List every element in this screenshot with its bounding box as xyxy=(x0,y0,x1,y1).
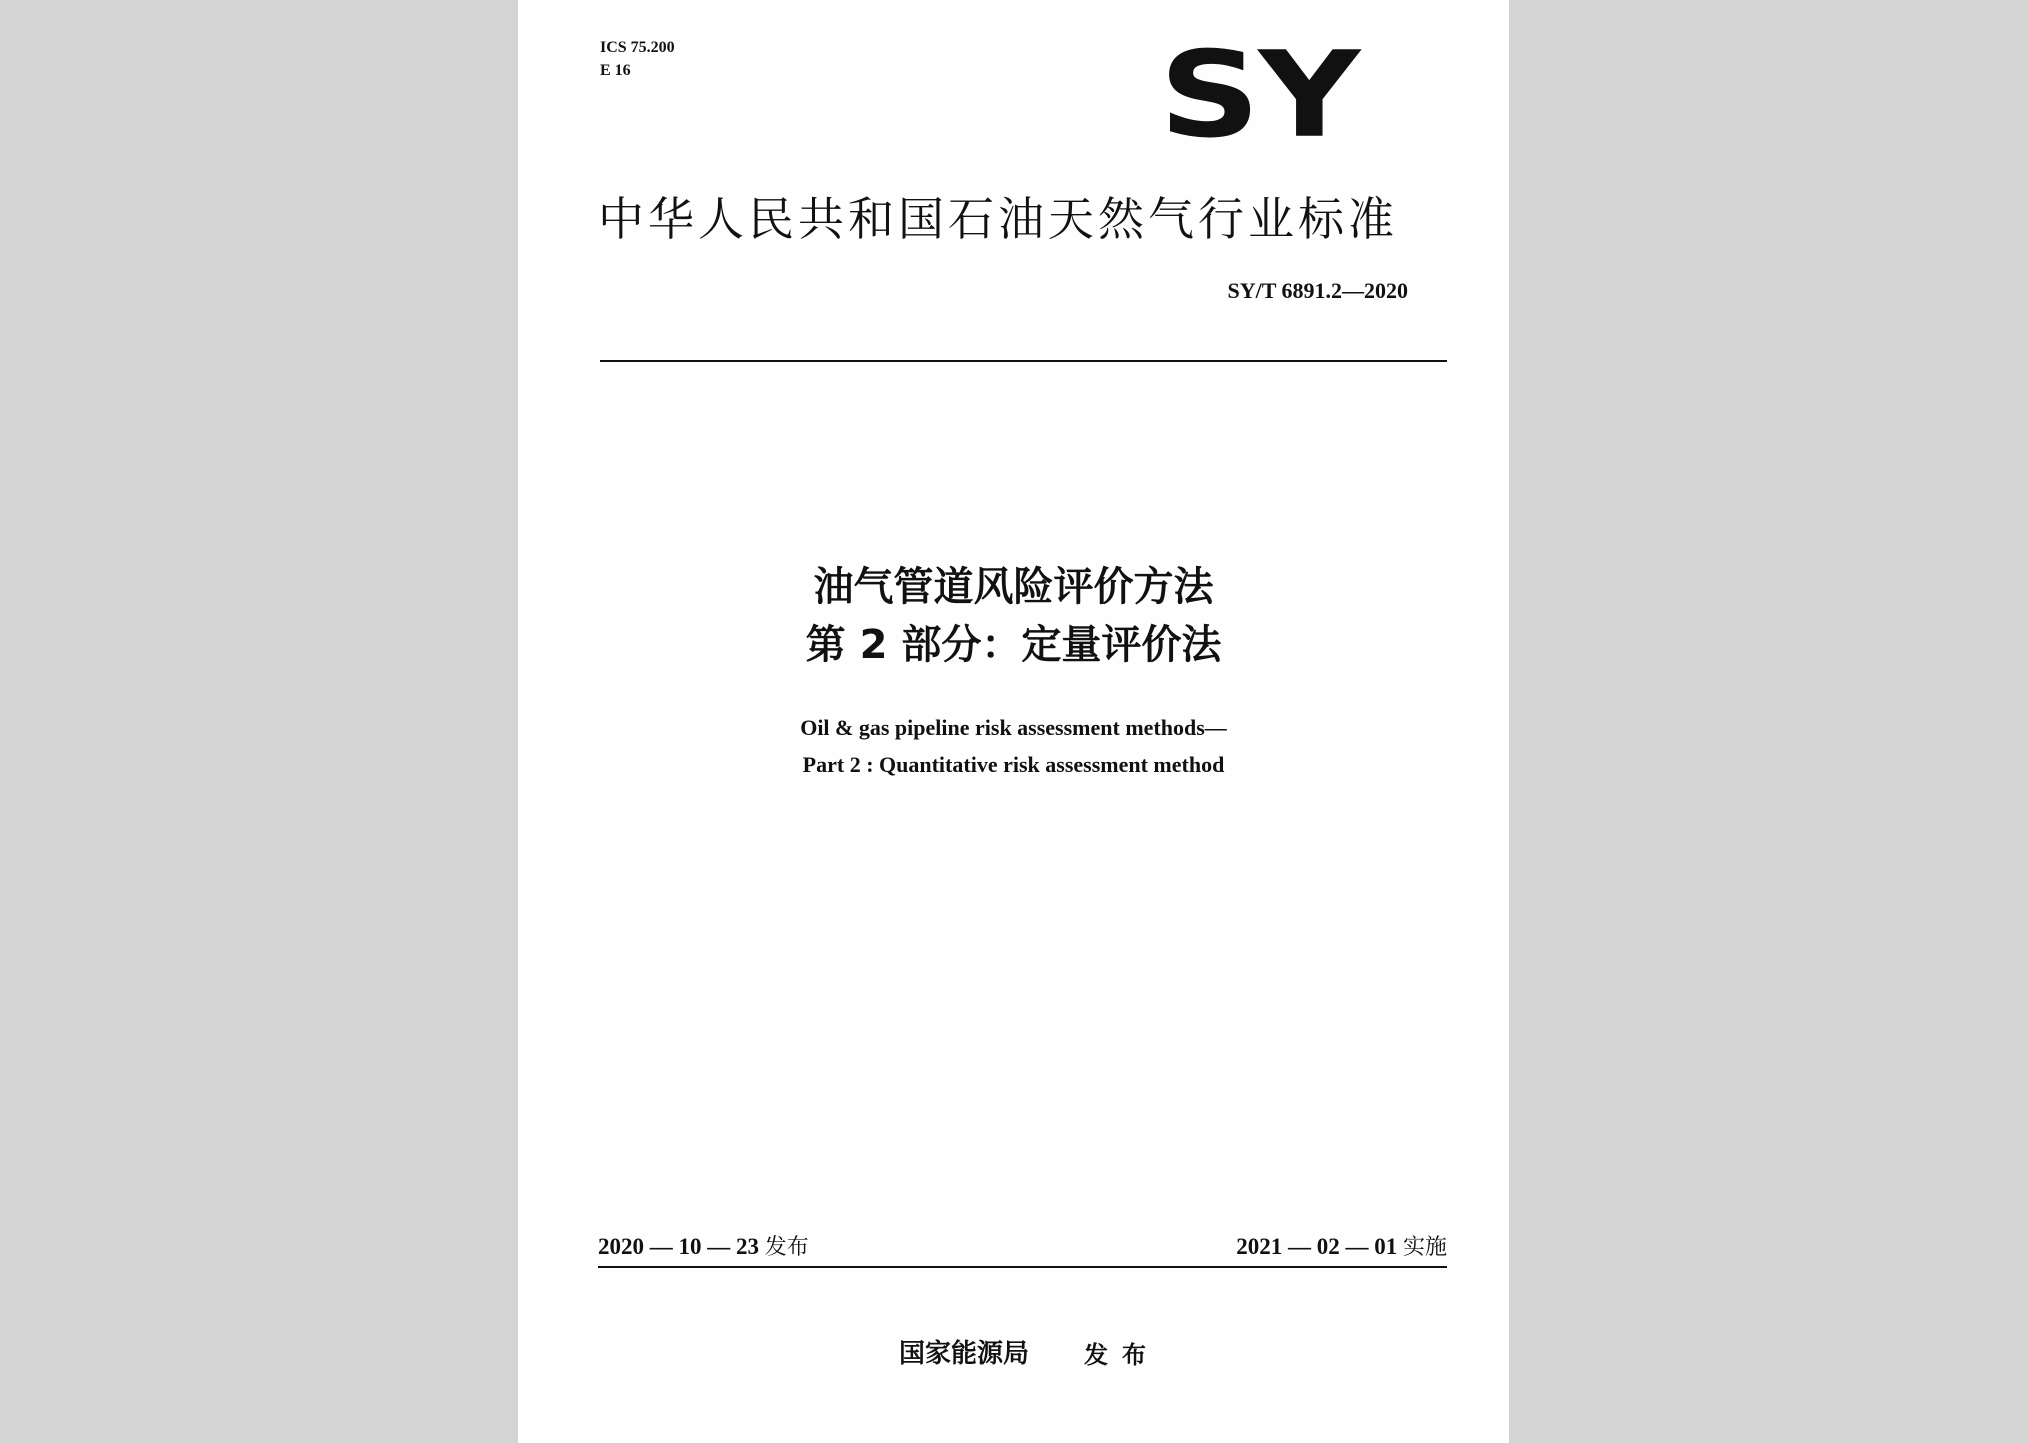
chinese-title-line-2: 第 2 部分：定量评价法 xyxy=(805,622,1222,668)
publisher-name: 国家能源局 xyxy=(899,1339,1030,1369)
effective-date: 2021 — 02 — 01 xyxy=(1236,1234,1398,1259)
english-title-line-1: Oil & gas pipeline risk assessment methods— xyxy=(800,715,1227,740)
standard-number: SY/T 6891.2—2020 xyxy=(1227,278,1408,303)
issue-date-row xyxy=(598,1230,809,1261)
industry-standard-title: 中华人民共和国石油天然气行业标准 xyxy=(598,192,1398,246)
document-page xyxy=(518,0,1509,1443)
ccs-code: E 16 xyxy=(600,62,631,79)
effective-label: 实施 xyxy=(1402,1235,1447,1260)
issue-label: 发布 xyxy=(764,1235,809,1260)
chinese-title-line-1: 油气管道风险评价方法 xyxy=(813,564,1214,610)
sy-logo: SY xyxy=(1159,25,1359,165)
top-divider xyxy=(600,360,1447,362)
effective-date-row xyxy=(1236,1230,1447,1261)
issue-date: 2020 — 10 — 23 xyxy=(598,1234,759,1259)
publisher-action: 发布 xyxy=(1084,1341,1160,1369)
ics-code: ICS 75.200 xyxy=(600,39,675,56)
english-title-line-2: Part 2 : Quantitative risk assessment method xyxy=(802,752,1225,777)
bottom-divider xyxy=(598,1266,1447,1268)
classification-codes xyxy=(600,36,675,82)
